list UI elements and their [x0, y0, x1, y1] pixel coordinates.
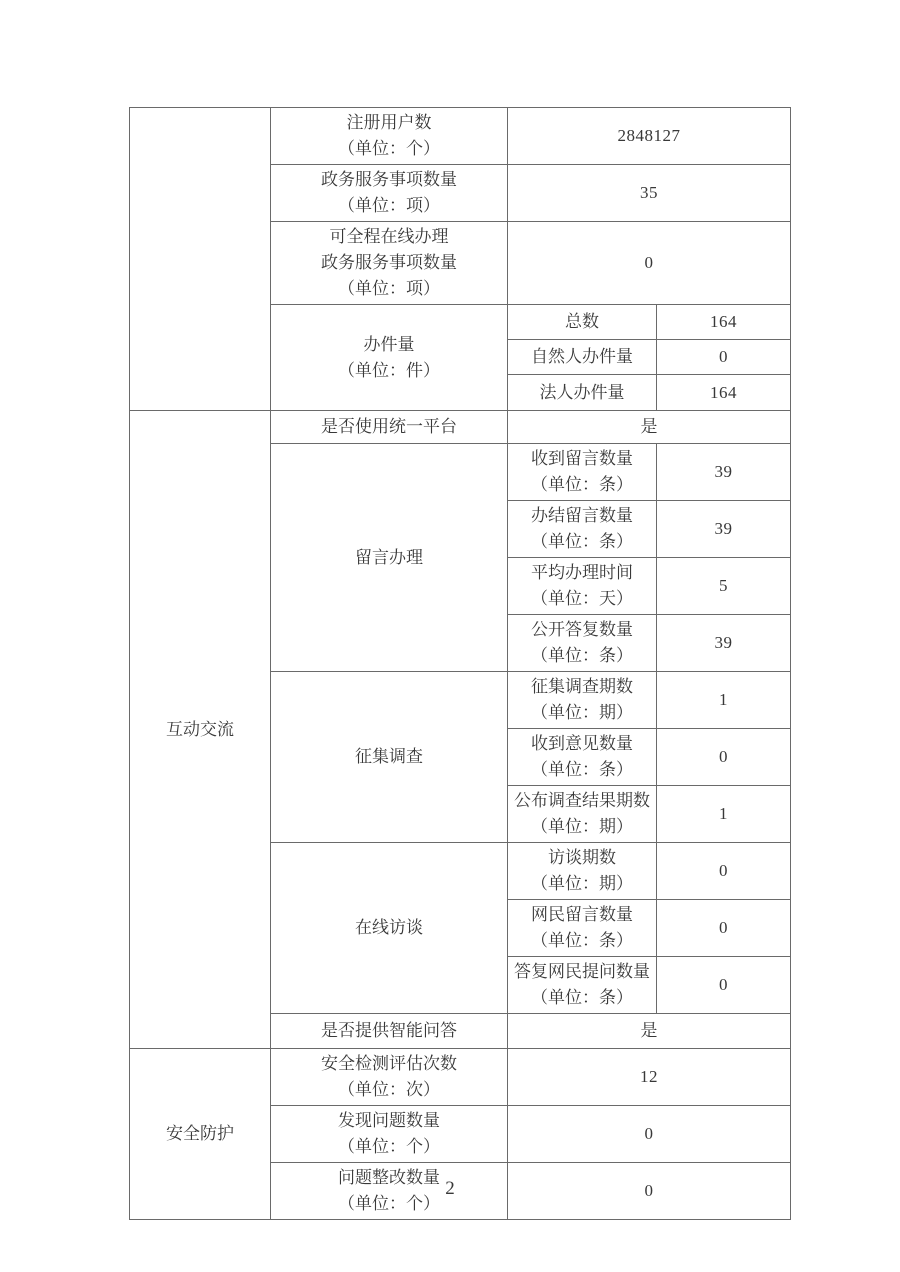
submetric-label-cell	[508, 843, 657, 900]
unit-line: （单位：个）	[338, 1194, 440, 1213]
unit-line: （单位：条）	[531, 532, 633, 551]
page-number: 2	[445, 1178, 455, 1199]
unit-line: （单位：条）	[531, 646, 633, 665]
label-line: 总数	[565, 312, 599, 331]
unit-line: （单位：个）	[338, 1137, 440, 1156]
label-line: 自然人办件量	[531, 347, 633, 366]
group-label-cell	[271, 305, 508, 411]
unit-line: （单位：期）	[531, 703, 633, 722]
label-line: 访谈期数	[548, 848, 616, 867]
table-row	[130, 1049, 791, 1106]
unit-line: （单位：项）	[338, 196, 440, 215]
submetric-value-cell: 39	[657, 615, 791, 672]
submetric-value-cell: 164	[657, 305, 791, 340]
label-line: 平均办理时间	[531, 563, 633, 582]
metric-label-cell	[271, 165, 508, 222]
label-line: 法人办件量	[539, 382, 625, 402]
metric-label-cell	[271, 1106, 508, 1163]
metric-value-cell: 35	[508, 165, 791, 222]
metric-value-cell: 0	[508, 1106, 791, 1163]
label-line: 办结留言数量	[531, 506, 633, 525]
metric-value-cell: 2848127	[508, 108, 791, 165]
submetric-value-cell: 0	[657, 729, 791, 786]
metric-value-cell: 是	[508, 411, 791, 444]
label-line: 发现问题数量	[338, 1111, 440, 1130]
metric-label-cell	[271, 222, 508, 305]
group-label-cell	[271, 843, 508, 1014]
metric-value-cell: 0	[508, 1163, 791, 1220]
label-line: 是否使用统一平台	[321, 417, 457, 436]
submetric-value-cell: 0	[657, 843, 791, 900]
metric-value-cell: 12	[508, 1049, 791, 1106]
category-cell-empty	[130, 108, 271, 411]
unit-line: （单位：项）	[338, 279, 440, 298]
unit-line: （单位：期）	[531, 874, 633, 893]
label-line: 安全检测评估次数	[321, 1054, 457, 1073]
metric-label-cell	[271, 108, 508, 165]
table-row	[130, 108, 791, 165]
submetric-label-cell	[508, 786, 657, 843]
label-line: 是否提供智能问答	[321, 1021, 457, 1040]
label-line: 征集调查	[355, 747, 423, 766]
label-line: 收到意见数量	[531, 734, 633, 753]
metric-value-cell: 0	[508, 222, 791, 305]
submetric-value-cell: 39	[657, 444, 791, 501]
label-line: 政务服务事项数量	[321, 253, 457, 272]
submetric-value-cell: 0	[657, 957, 791, 1014]
unit-line: （单位：期）	[531, 817, 633, 836]
label-line: 公布调查结果期数	[514, 791, 650, 810]
submetric-value-cell: 39	[657, 501, 791, 558]
submetric-label-cell	[508, 900, 657, 957]
unit-line: （单位：天）	[531, 589, 633, 608]
label-line: 答复网民提问数量	[514, 962, 650, 981]
unit-line: （单位：个）	[338, 139, 440, 158]
submetric-label-cell	[508, 375, 657, 411]
unit-line: （单位：条）	[531, 931, 633, 950]
category-cell: 安全防护	[130, 1049, 271, 1220]
label-line: 留言办理	[355, 547, 423, 567]
group-label-cell	[271, 672, 508, 843]
submetric-label-cell	[508, 501, 657, 558]
submetric-label-cell	[508, 340, 657, 375]
table-row	[130, 411, 791, 444]
label-line: 征集调查期数	[531, 677, 633, 696]
label-line: 问题整改数量	[338, 1168, 440, 1187]
unit-line: （单位：条）	[531, 475, 633, 494]
metric-value-cell: 是	[508, 1014, 791, 1049]
submetric-value-cell: 1	[657, 672, 791, 729]
label-line: 在线访谈	[355, 918, 423, 937]
metric-label-cell	[271, 1049, 508, 1106]
submetric-value-cell: 5	[657, 558, 791, 615]
category-cell: 互动交流	[130, 411, 271, 1049]
submetric-label-cell	[508, 729, 657, 786]
statistics-table	[129, 107, 791, 1220]
unit-line: （单位：条）	[531, 760, 633, 779]
submetric-value-cell: 0	[657, 340, 791, 375]
metric-label-cell	[271, 1014, 508, 1049]
label-line: 公开答复数量	[531, 620, 633, 639]
label-line: 可全程在线办理	[329, 227, 449, 246]
submetric-label-cell	[508, 672, 657, 729]
label-line: 注册用户数	[346, 113, 432, 132]
label-line: 政务服务事项数量	[321, 170, 457, 189]
label-line: 收到留言数量	[531, 449, 633, 468]
submetric-label-cell	[508, 444, 657, 501]
unit-line: （单位：次）	[338, 1080, 440, 1099]
submetric-value-cell: 164	[657, 375, 791, 411]
submetric-value-cell: 1	[657, 786, 791, 843]
unit-line: （单位：件）	[338, 360, 440, 380]
submetric-label-cell	[508, 957, 657, 1014]
label-line: 网民留言数量	[531, 905, 633, 924]
submetric-label-cell	[508, 615, 657, 672]
metric-label-cell	[271, 411, 508, 444]
submetric-value-cell: 0	[657, 900, 791, 957]
label-line: 办件量	[363, 334, 415, 354]
group-label-cell	[271, 444, 508, 672]
submetric-label-cell	[508, 558, 657, 615]
submetric-label-cell	[508, 305, 657, 340]
unit-line: （单位：条）	[531, 988, 633, 1007]
